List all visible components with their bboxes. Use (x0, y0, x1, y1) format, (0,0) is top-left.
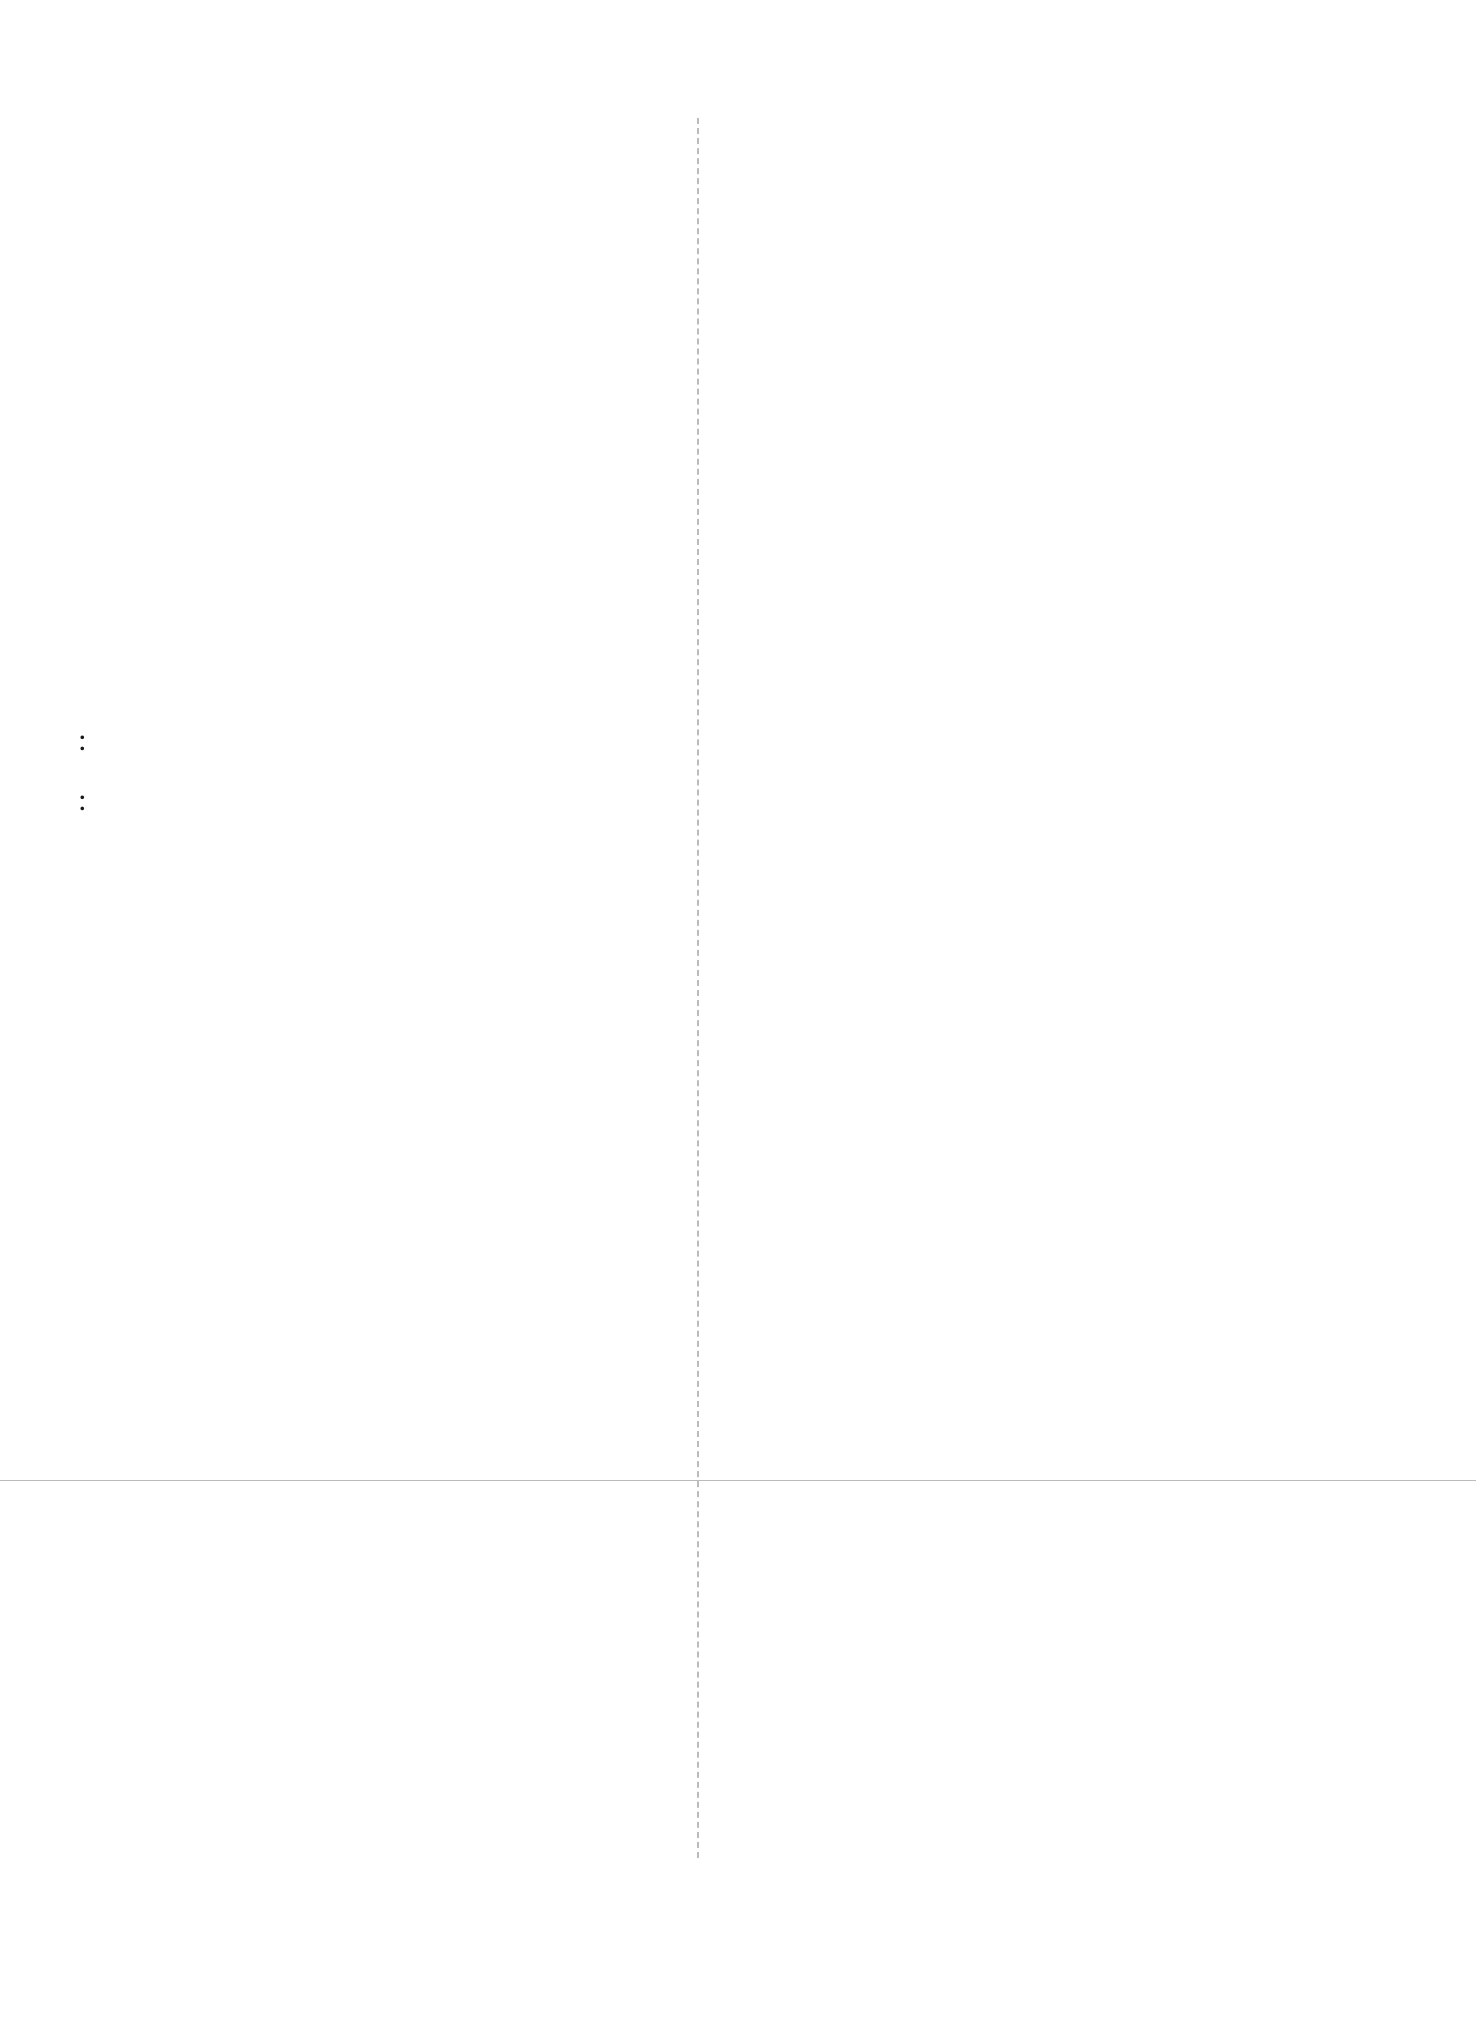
left-column (24, 100, 664, 1070)
colon: : (78, 722, 87, 757)
scan-line (0, 1480, 1476, 1481)
answer-row (24, 1010, 664, 1070)
answer-item (78, 350, 84, 410)
answer-row (24, 290, 664, 350)
answer-row (24, 100, 664, 160)
answer-item (198, 290, 204, 350)
answer-item (158, 410, 164, 470)
answer-item (64, 650, 70, 710)
answer-item (198, 350, 204, 410)
answer-row (24, 160, 664, 220)
answer-row (24, 830, 664, 890)
answer-item (78, 530, 84, 590)
answer-item (118, 350, 124, 410)
answer-item (220, 160, 226, 220)
answer-item (140, 160, 146, 220)
answer-item (158, 950, 164, 1010)
answer-row (24, 350, 664, 410)
answer-item (118, 830, 124, 890)
answer-item (104, 590, 110, 650)
answer-item (78, 410, 84, 470)
answer-item (78, 890, 84, 950)
answer-item (180, 100, 186, 160)
answer-item (118, 290, 124, 350)
answer-item (238, 350, 244, 410)
answer-item (104, 650, 110, 710)
answer-row (24, 530, 664, 590)
answer-item (78, 290, 84, 350)
answer-item (180, 160, 186, 220)
answer-item (260, 100, 266, 160)
letter-group (93, 782, 195, 817)
answer-row (24, 650, 664, 710)
answer-item (198, 410, 204, 470)
answer-item (158, 830, 164, 890)
answer-item (238, 290, 244, 350)
answer-item (78, 1010, 84, 1070)
answer-row (24, 890, 664, 950)
letter-group (93, 722, 263, 757)
answer-item (300, 160, 306, 220)
answer-item (260, 160, 266, 220)
answer-item (118, 410, 124, 470)
answer-item (198, 950, 204, 1010)
answer-item (118, 890, 124, 950)
answer-item (140, 100, 146, 160)
answer-item (64, 590, 70, 650)
colon: : (78, 782, 87, 817)
column-divider (697, 118, 699, 1858)
answer-item (158, 290, 164, 350)
answer-item (158, 350, 164, 410)
answer-item (88, 470, 94, 530)
answer-item (100, 100, 106, 160)
answer-item (100, 160, 106, 220)
answer-row (24, 770, 664, 830)
answer-item (238, 950, 244, 1010)
answer-item (220, 100, 226, 160)
answer-row (24, 410, 664, 470)
answer-row (24, 710, 664, 770)
answer-item (78, 830, 84, 890)
answer-row (24, 950, 664, 1010)
answer-row (24, 590, 664, 650)
answer-item (118, 950, 124, 1010)
unit-title (24, 220, 664, 290)
answer-item (78, 950, 84, 1010)
answer-row (24, 470, 664, 530)
